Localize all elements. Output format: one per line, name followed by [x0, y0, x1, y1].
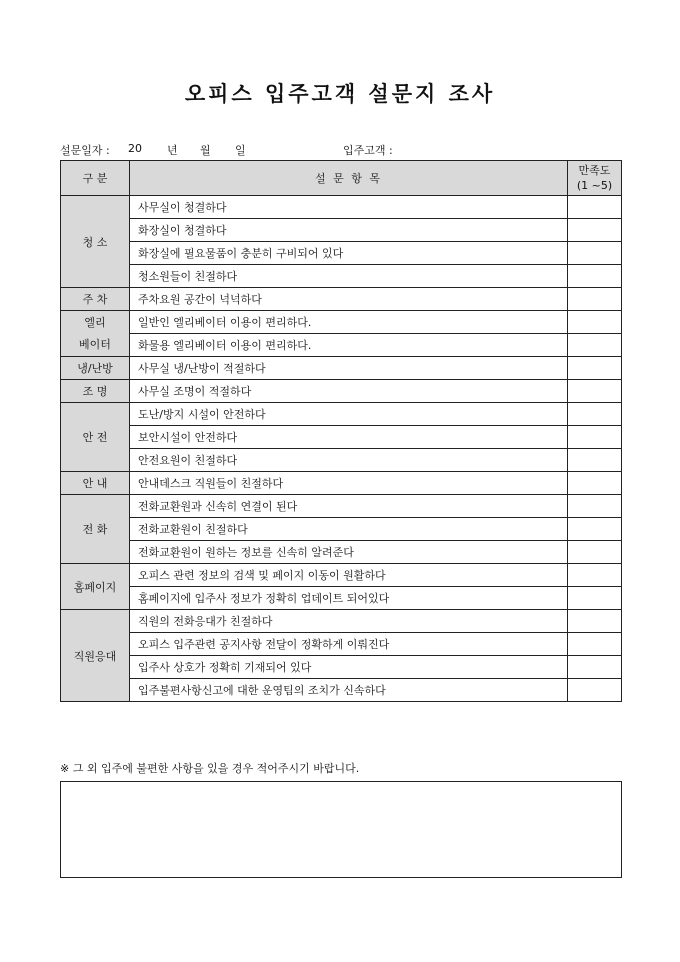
- question-cell: 보안시설이 안전하다: [130, 426, 568, 449]
- comment-note: ※ 그 외 입주에 불편한 사항을 있을 경우 적어주시기 바랍니다.: [60, 762, 360, 775]
- table-row: [61, 449, 622, 472]
- table-row: [61, 265, 622, 288]
- table-row: [61, 196, 622, 219]
- score-input-cell[interactable]: [568, 288, 622, 311]
- table-row: [61, 518, 622, 541]
- survey-month-unit: 월: [200, 144, 211, 157]
- score-input-cell[interactable]: [568, 449, 622, 472]
- table-row: [61, 633, 622, 656]
- question-cell: 사무실 조명이 적절하다: [130, 380, 568, 403]
- question-cell: 오피스 입주관련 공지사항 전달이 정확하게 이뤄진다: [130, 633, 568, 656]
- header-score-line1: 만족도: [578, 164, 611, 177]
- question-cell: 화장실이 청결하다: [130, 219, 568, 242]
- page-title: 오피스 입주고객 설문지 조사: [184, 81, 496, 106]
- question-cell: 화장실에 필요물품이 충분히 구비되어 있다: [130, 242, 568, 265]
- category-cell: 직원응대: [61, 610, 130, 702]
- question-cell: 전화교환원이 원하는 정보를 신속히 알려준다: [130, 541, 568, 564]
- question-cell: 전화교환원이 친절하다: [130, 518, 568, 541]
- question-cell: 홈페이지에 입주사 정보가 정확히 업데이트 되어있다: [130, 587, 568, 610]
- score-input-cell[interactable]: [568, 357, 622, 380]
- table-row: [61, 656, 622, 679]
- score-input-cell[interactable]: [568, 495, 622, 518]
- score-input-cell[interactable]: [568, 541, 622, 564]
- score-input-cell[interactable]: [568, 334, 622, 357]
- score-input-cell[interactable]: [568, 426, 622, 449]
- question-cell: 오피스 관련 정보의 검색 및 페이지 이동이 원활하다: [130, 564, 568, 587]
- table-row: [61, 426, 622, 449]
- survey-date-label: 설문일자 :: [60, 144, 110, 157]
- table-row: [61, 564, 622, 587]
- score-input-cell[interactable]: [568, 518, 622, 541]
- table-row: [61, 288, 622, 311]
- table-row: [61, 403, 622, 426]
- score-input-cell[interactable]: [568, 196, 622, 219]
- table-row: [61, 357, 622, 380]
- table-row: [61, 495, 622, 518]
- survey-table: [60, 160, 622, 702]
- comment-box[interactable]: [60, 781, 622, 878]
- question-cell: 전화교환원과 신속히 연결이 된다: [130, 495, 568, 518]
- category-cell: 엘리 베이터: [61, 311, 130, 357]
- header-items: 설 문 항 목: [130, 161, 568, 196]
- table-row: [61, 380, 622, 403]
- header-score-line2: (1 ~5): [576, 179, 613, 192]
- question-cell: 청소원들이 친절하다: [130, 265, 568, 288]
- score-input-cell[interactable]: [568, 610, 622, 633]
- question-cell: 화물용 엘리베이터 이용이 편리하다.: [130, 334, 568, 357]
- table-header-row: [61, 161, 622, 196]
- question-cell: 안전요원이 친절하다: [130, 449, 568, 472]
- question-cell: 입주불편사항신고에 대한 운영팀의 조치가 신속하다: [130, 679, 568, 702]
- table-row: [61, 334, 622, 357]
- score-input-cell[interactable]: [568, 242, 622, 265]
- question-cell: 사무실 냉/난방이 적절하다: [130, 357, 568, 380]
- score-input-cell[interactable]: [568, 311, 622, 334]
- question-cell: 일반인 엘리베이터 이용이 편리하다.: [130, 311, 568, 334]
- question-cell: 도난/방지 시설이 안전하다: [130, 403, 568, 426]
- header-category: 구 분: [61, 161, 130, 196]
- score-input-cell[interactable]: [568, 403, 622, 426]
- score-input-cell[interactable]: [568, 265, 622, 288]
- score-input-cell[interactable]: [568, 633, 622, 656]
- category-cell: 안 내: [61, 472, 130, 495]
- category-cell: 주 차: [61, 288, 130, 311]
- category-cell: 냉/난방: [61, 357, 130, 380]
- table-row: [61, 610, 622, 633]
- category-cell: 홈페이지: [61, 564, 130, 610]
- table-row: [61, 679, 622, 702]
- survey-year-unit: 년: [167, 144, 178, 157]
- score-input-cell[interactable]: [568, 564, 622, 587]
- score-input-cell[interactable]: [568, 380, 622, 403]
- question-cell: 사무실이 청결하다: [130, 196, 568, 219]
- table-row: [61, 472, 622, 495]
- category-cell: 전 화: [61, 495, 130, 564]
- header-score: [568, 161, 622, 196]
- question-cell: 안내데스크 직원들이 친절하다: [130, 472, 568, 495]
- survey-day-unit: 일: [235, 144, 246, 157]
- category-cell: 안 전: [61, 403, 130, 472]
- table-row: [61, 311, 622, 334]
- table-row: [61, 242, 622, 265]
- table-row: [61, 541, 622, 564]
- score-input-cell[interactable]: [568, 656, 622, 679]
- question-cell: 주차요원 공간이 넉넉하다: [130, 288, 568, 311]
- score-input-cell[interactable]: [568, 679, 622, 702]
- table-row: [61, 587, 622, 610]
- category-cell: 청 소: [61, 196, 130, 288]
- survey-body: [61, 196, 622, 702]
- question-cell: 직원의 전화응대가 친절하다: [130, 610, 568, 633]
- category-cell: 조 명: [61, 380, 130, 403]
- question-cell: 입주사 상호가 정확히 기재되어 있다: [130, 656, 568, 679]
- score-input-cell[interactable]: [568, 472, 622, 495]
- score-input-cell[interactable]: [568, 587, 622, 610]
- table-row: [61, 219, 622, 242]
- customer-label: 입주고객 :: [343, 144, 393, 157]
- score-input-cell[interactable]: [568, 219, 622, 242]
- survey-year-prefix: 20: [128, 142, 142, 155]
